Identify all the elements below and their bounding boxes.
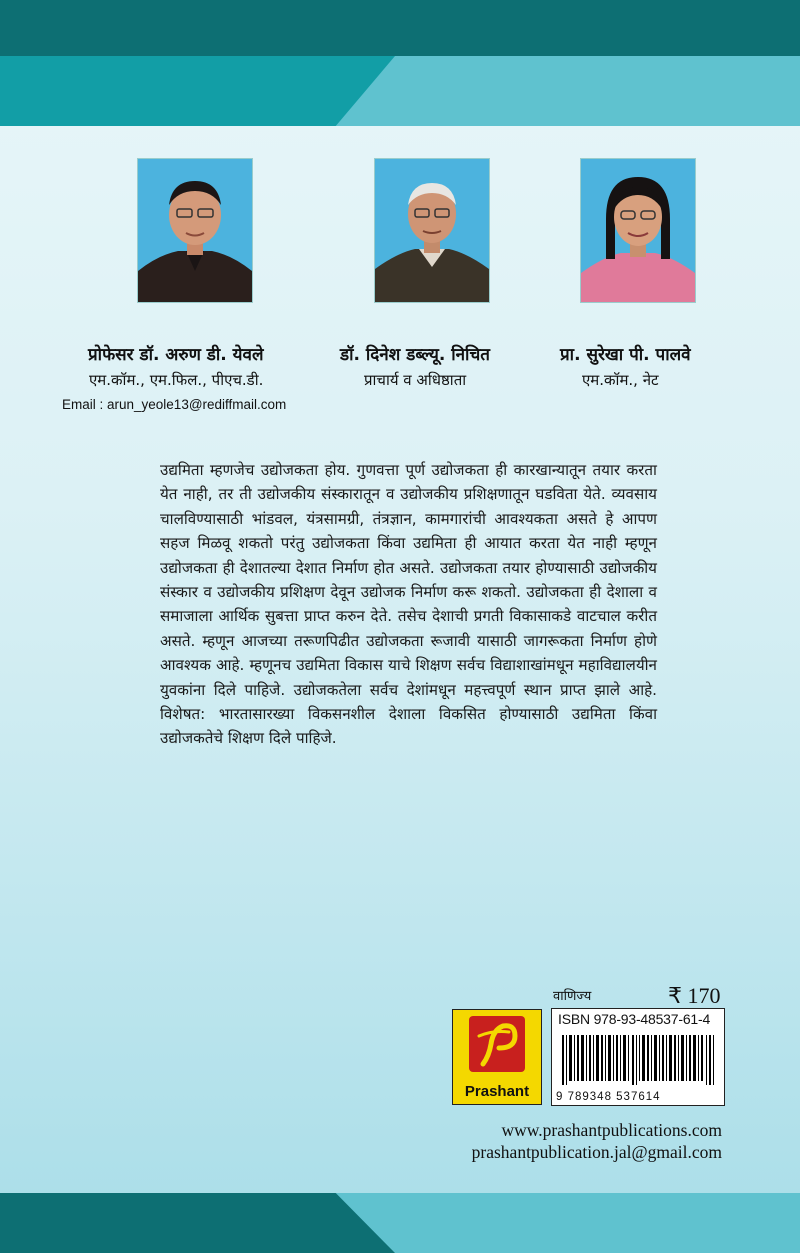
isbn-digits: 9 789348 537614: [556, 1091, 661, 1103]
author-email[interactable]: Email : arun_yeole13@rediffmail.com: [62, 397, 287, 412]
publisher-p-icon: [469, 1016, 525, 1072]
back-cover-blurb: उद्यमिता म्हणजेच उद्योजकता होय. गुणवत्ता पूर्ण उद्योजकता ही कारखान्यातून तयार करता येत नाही, तर ती उद्योजकीय संस्कारातून व उद्योजकीय प्रशिक्षणातून घडविता येते. व्यवसाय चालविण्यासाठी भांडवल, यंत्रसामग्री, तंत्रज्ञान, कामगारांची आवश्यकता असते हे आपण सहज मिळवू शकतो परंतु उद्योजकता किंवा उद्यमिता ही आयात करता येत नाही म्हणून उद्योजकता ही देशातल्या देशात निर्माण होत असते. उद्योजकता तयार होण्यासाठी उद्योजकीय संस्कार व उद्योजकीय प्रशिक्षण देवून उद्योजक निर्माण करू शकतो. उद्योजकता ही देशाला व समाजाला आर्थिक सुबत्ता प्राप्त करुन देते. तसेच देशाची प्रगती विकासाकडे वाटचाल करीत असते. म्हणून आजच्या तरूणपिढीत उद्योजकता रूजावी यासाठी जागरूकता निर्माण होणे आवश्यक आहे. म्हणूनच उद्यमिता विकास याचे शिक्षण सर्वच विद्याशाखांमधून महाविद्यालयीन युवकांना दिले पाहिजे. उद्योजकतेला सर्वच देशांमधून महत्त्वपूर्ण स्थान प्राप्त झाले आहे. विशेषत: भारतासारख्या विकसनशील देशाला विकसित होण्यासाठी उद्यमिता किंवा उद्योजकतेचे शिक्षण दिले पाहिजे.: [160, 461, 657, 748]
barcode-icon: [562, 1035, 714, 1085]
author-name-1: प्रोफेसर डॉ. अरुण डी. येवले: [88, 345, 264, 365]
top-band-accent: [0, 56, 395, 126]
author-degree-3: एम.कॉम., नेट: [582, 371, 659, 389]
author-degree-2: प्राचार्य व अधिष्ठाता: [364, 371, 467, 389]
publisher-logo-text: Prashant: [464, 1083, 530, 1100]
price-label: ₹ 170: [668, 983, 721, 1008]
author-photo-2: [374, 158, 490, 303]
publisher-email[interactable]: prashantpublication.jal@gmail.com: [471, 1142, 722, 1162]
publisher-contact: [472, 1119, 722, 1163]
publisher-website[interactable]: www.prashantpublications.com: [501, 1120, 722, 1140]
subject-label: वाणिज्य: [553, 989, 592, 1004]
author-name-3: प्रा. सुरेखा पी. पालवे: [560, 345, 691, 365]
author-photo-3: [580, 158, 696, 303]
author-photo-1: [137, 158, 253, 303]
isbn-label: ISBN 978-93-48537-61-4: [558, 1011, 711, 1027]
author-name-2: डॉ. दिनेश डब्ल्यू. निचित: [340, 345, 490, 365]
author-degree-1: एम.कॉम., एम.फिल., पीएच.डी.: [89, 371, 264, 389]
bottom-band: [0, 1193, 395, 1253]
top-band: [0, 0, 800, 56]
publisher-logo: [452, 1009, 542, 1105]
isbn-barcode-box: [551, 1008, 725, 1106]
